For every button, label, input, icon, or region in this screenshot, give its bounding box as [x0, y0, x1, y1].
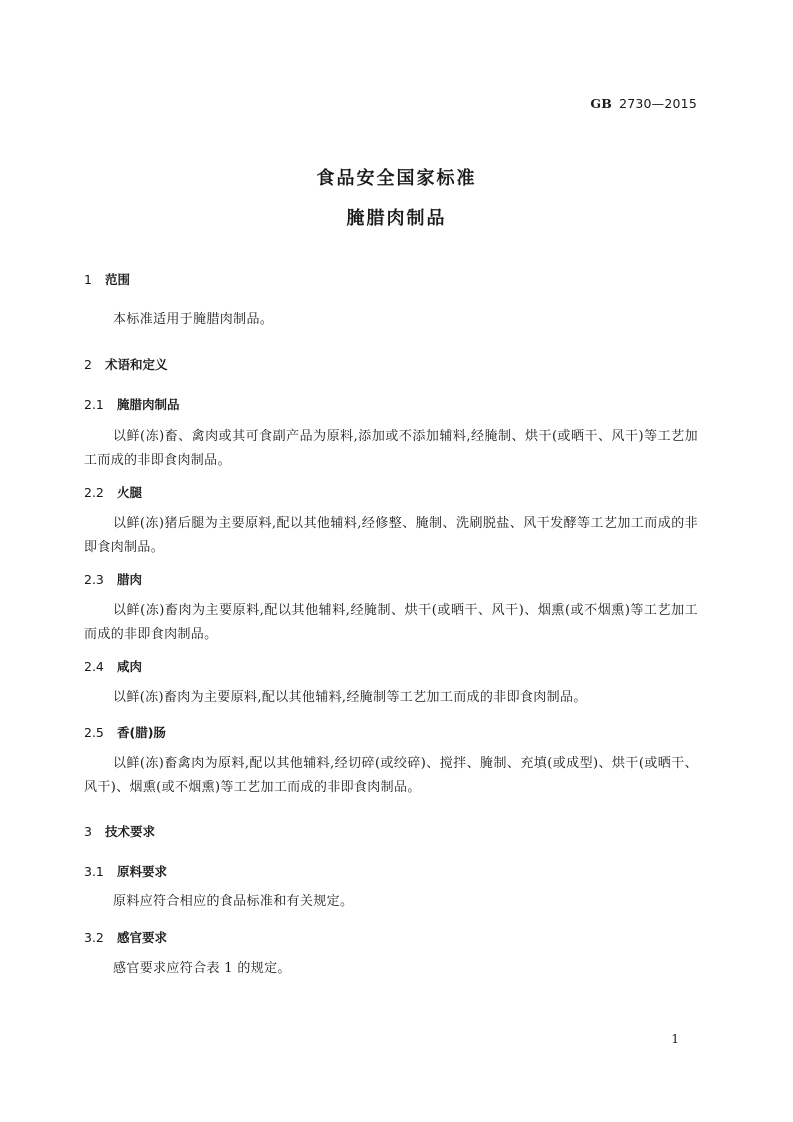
section-title: 术语和定义: [105, 357, 168, 372]
section-heading-1: [84, 270, 130, 288]
document-title: 食品安全国家标准: [316, 168, 477, 189]
section-title: 范围: [105, 272, 131, 287]
section-text-3-1: 原料应符合相应的食品标准和有关规定。: [113, 894, 354, 909]
section-number: 1: [84, 272, 92, 287]
section-title: 技术要求: [105, 824, 156, 839]
section-heading-2-5: [84, 723, 166, 741]
section-heading-2: [84, 355, 168, 373]
section-title: 腊肉: [117, 572, 143, 587]
section-number: 3.1: [84, 864, 104, 879]
section-number: 2.5: [84, 725, 104, 740]
section-title: 感官要求: [117, 930, 168, 945]
standard-prefix: GB: [590, 96, 613, 111]
document-subtitle: 腌腊肉制品: [346, 208, 447, 229]
section-title: 原料要求: [117, 864, 168, 879]
section-number: 3.2: [84, 930, 104, 945]
section-text-2-4: 以鲜(冻)畜肉为主要原料,配以其他辅料,经腌制等工艺加工而成的非即食肉制品。: [113, 690, 587, 705]
section-text-2-5: 以鲜(冻)畜禽肉为原料,配以其他辅料,经切碎(或绞碎)、搅拌、腌制、充填(或成型)、烘干(或晒干、风干)、烟熏(或不烟熏)等工艺加工而成的非即食肉制品。: [84, 756, 698, 795]
section-heading-3-2: [84, 928, 167, 946]
section-number: 2.2: [84, 485, 104, 500]
section-number: 2.1: [84, 397, 104, 412]
section-number: 2.3: [84, 572, 104, 587]
page-number: 1: [671, 1032, 679, 1046]
section-heading-2-1: [84, 395, 180, 413]
section-text-2-3: 以鲜(冻)畜肉为主要原料,配以其他辅料,经腌制、烘干(或晒干、风干)、烟熏(或不烟熏)等工艺加工而成的非即食肉制品。: [84, 603, 698, 642]
section-heading-2-3: [84, 570, 142, 588]
section-heading-2-2: [84, 483, 142, 501]
section-text-1: 本标准适用于腌腊肉制品。: [113, 312, 274, 327]
standard-code: [590, 96, 697, 111]
section-heading-3: [84, 822, 155, 840]
section-number: 3: [84, 824, 92, 839]
section-title: 咸肉: [117, 659, 143, 674]
section-title: 腌腊肉制品: [117, 397, 180, 412]
section-text-2-2: 以鲜(冻)猪后腿为主要原料,配以其他辅料,经修整、腌制、洗刷脱盐、风干发酵等工艺加工而成的非即食肉制品。: [84, 516, 698, 555]
section-title: 香(腊)肠: [117, 725, 166, 740]
section-title: 火腿: [117, 485, 143, 500]
section-heading-3-1: [84, 862, 167, 880]
section-heading-2-4: [84, 657, 142, 675]
section-number: 2.4: [84, 659, 104, 674]
section-text-3-2: 感官要求应符合表 1 的规定。: [113, 961, 291, 976]
section-number: 2: [84, 357, 92, 372]
standard-number: 2730—2015: [619, 96, 697, 111]
section-text-2-1: 以鲜(冻)畜、禽肉或其可食副产品为原料,添加或不添加辅料,经腌制、烘干(或晒干、风干)等工艺加工而成的非即食肉制品。: [84, 429, 698, 468]
